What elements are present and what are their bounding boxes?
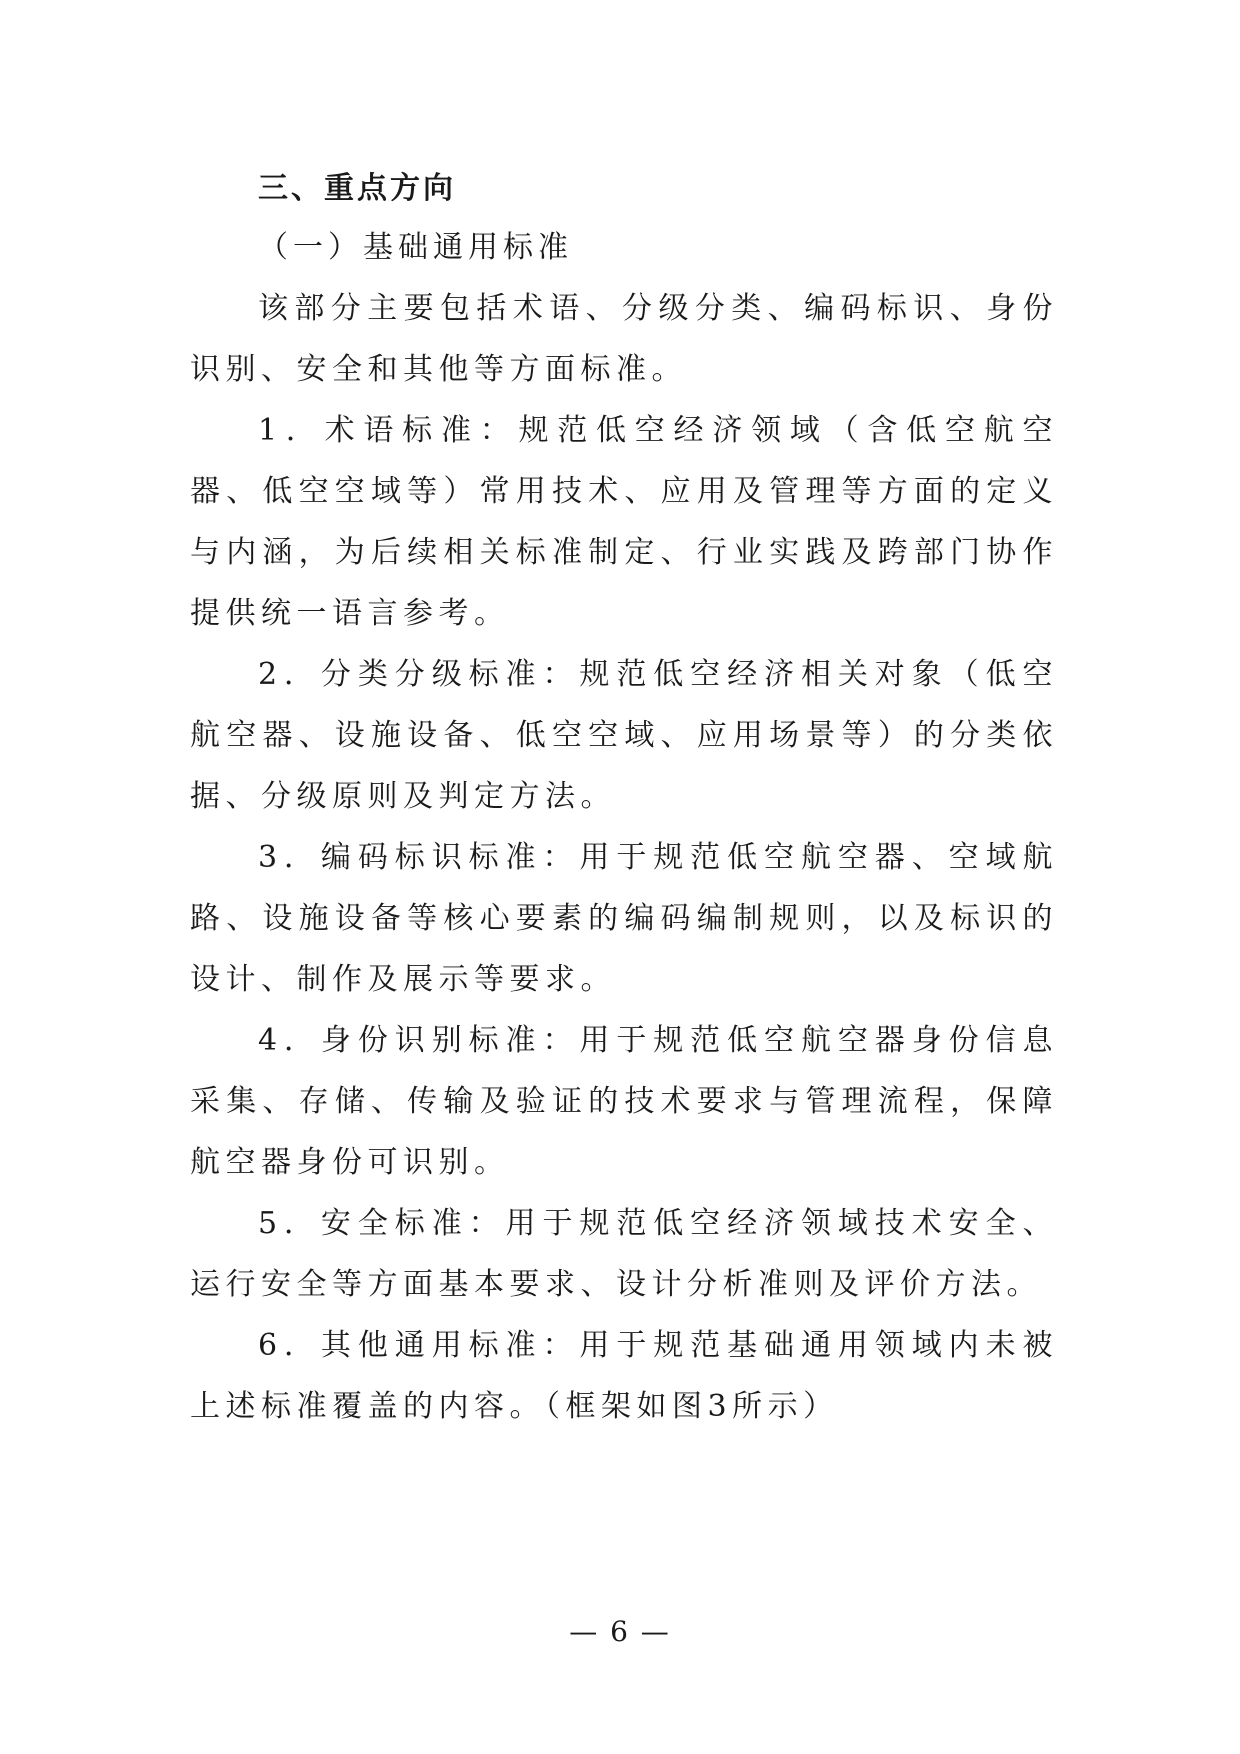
paragraph-intro: 该部分主要包括术语、分级分类、编码标识、身份识别、安全和其他等方面标准。 (190, 291, 1058, 387)
paragraph-other-general-standard: 6．其他通用标准：用于规范基础通用领域内未被上述标准覆盖的内容。（框架如图3所示） (190, 1328, 1058, 1424)
section-heading: 三、重点方向 (258, 171, 456, 206)
paragraph-classification-standard: 2．分类分级标准：规范低空经济相关对象（低空航空器、设施设备、低空空域、应用场景等）的分类依据、分级原则及判定方法。 (190, 657, 1058, 814)
paragraph-identity-recognition-standard: 4．身份识别标准：用于规范低空航空器身份信息采集、存储、传输及验证的技术要求与管理流程，保障航空器身份可识别。 (190, 1023, 1058, 1180)
paragraph-coding-identification-standard: 3．编码标识标准：用于规范低空航空器、空域航路、设施设备等核心要素的编码编制规则，以及标识的设计、制作及展示等要求。 (190, 840, 1058, 997)
page-number: — 6 — (569, 1615, 671, 1648)
document-body (190, 160, 1058, 1437)
paragraph-terminology-standard: 1．术语标准：规范低空经济领域（含低空航空器、低空空域等）常用技术、应用及管理等方面的定义与内涵，为后续相关标准制定、行业实践及跨部门协作提供统一语言参考。 (190, 413, 1058, 631)
paragraph-safety-standard: 5．安全标准：用于规范低空经济领域技术安全、运行安全等方面基本要求、设计分析准则及评价方法。 (190, 1206, 1058, 1302)
subsection-heading: （一）基础通用标准 (258, 230, 573, 265)
